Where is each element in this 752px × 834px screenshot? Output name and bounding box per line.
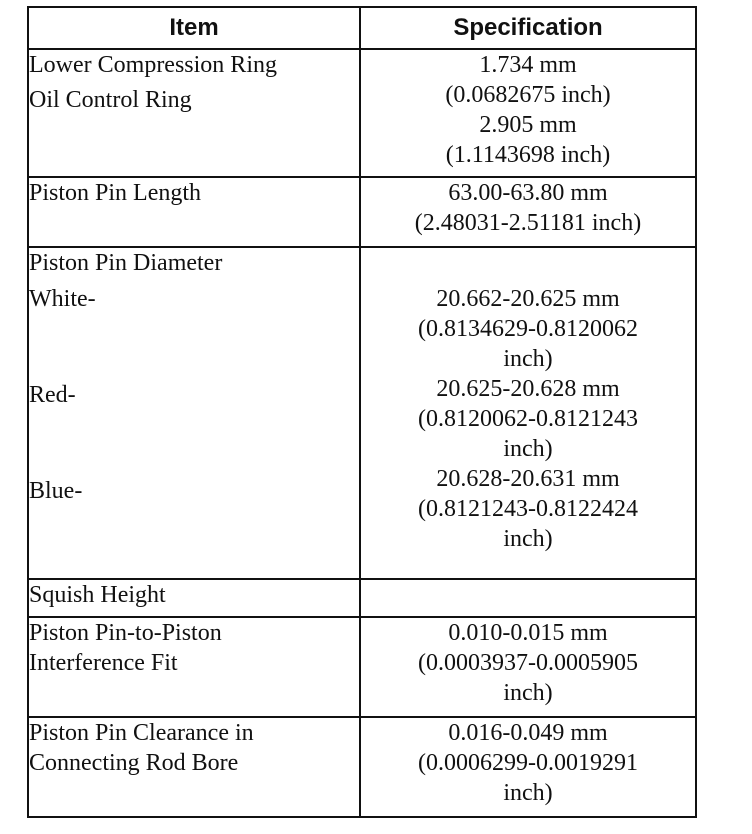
spec-lower-inch: (0.0682675 inch) (445, 82, 611, 108)
item-cell-interference-fit (28, 617, 360, 717)
item-piston-pin-diameter: Piston Pin Diameter (29, 250, 223, 276)
spec-oil-inch: (1.1143698 inch) (445, 142, 611, 168)
spec-blue-inch: (0.8121243-0.8122424 (418, 496, 638, 522)
spec-pin-length-inch: (2.48031-2.51181 inch) (414, 210, 642, 236)
table-row-pin-diameter (28, 247, 696, 579)
item-clearance-line1: Piston Pin Clearance in (29, 720, 254, 746)
spec-red-mm: 20.625-20.628 mm (436, 376, 620, 402)
table-row-interference-fit (28, 617, 696, 717)
spec-pin-length-mm: 63.00-63.80 mm (448, 180, 608, 206)
item-interference-line1: Piston Pin-to-Piston (29, 620, 222, 646)
spec-cell-pin-length (360, 177, 696, 247)
specification-table (27, 6, 697, 818)
item-red: Red- (29, 382, 76, 408)
spec-clearance-mm: 0.016-0.049 mm (448, 720, 608, 746)
item-white: White- (29, 286, 96, 312)
table-row-pin-clearance (28, 717, 696, 817)
spec-oil-mm: 2.905 mm (479, 112, 577, 138)
spec-red-inch: (0.8120062-0.8121243 (418, 406, 638, 432)
item-blue: Blue- (29, 478, 83, 504)
spec-cell-squish-height (360, 579, 696, 617)
table-row-pin-length (28, 177, 696, 247)
spec-blue-mm: 20.628-20.631 mm (436, 466, 620, 492)
table-row-rings (28, 49, 696, 177)
spec-white-mm: 20.662-20.625 mm (436, 286, 620, 312)
item-cell-squish-height (28, 579, 360, 617)
spec-blue-unit: inch) (503, 526, 553, 552)
spec-interference-mm: 0.010-0.015 mm (448, 620, 608, 646)
spec-cell-pin-clearance (360, 717, 696, 817)
spec-cell-pin-diameter (360, 247, 696, 579)
spec-interference-unit: inch) (503, 680, 553, 706)
spec-white-inch: (0.8134629-0.8120062 (418, 316, 638, 342)
item-interference-line2: Interference Fit (29, 650, 178, 676)
spec-cell-interference-fit (360, 617, 696, 717)
item-cell-pin-diameter (28, 247, 360, 579)
item-cell-pin-clearance (28, 717, 360, 817)
spec-red-unit: inch) (503, 436, 553, 462)
header-row (28, 7, 696, 49)
spec-interference-inch: (0.0003937-0.0005905 (418, 650, 638, 676)
spec-white-unit: inch) (503, 346, 553, 372)
spec-cell-rings (360, 49, 696, 177)
item-oil-control-ring: Oil Control Ring (29, 87, 192, 113)
item-clearance-line2: Connecting Rod Bore (29, 750, 239, 776)
item-cell-rings (28, 49, 360, 177)
table-row-squish-height (28, 579, 696, 617)
item-piston-pin-length: Piston Pin Length (29, 180, 202, 206)
spec-lower-mm: 1.734 mm (479, 52, 577, 78)
item-lower-compression-ring: Lower Compression Ring (29, 52, 277, 78)
item-squish-height: Squish Height (29, 582, 166, 608)
item-cell-pin-length (28, 177, 360, 247)
header-specification: Specification (360, 7, 696, 49)
spec-clearance-inch: (0.0006299-0.0019291 (418, 750, 638, 776)
header-item: Item (28, 7, 360, 49)
spec-clearance-unit: inch) (503, 780, 553, 806)
